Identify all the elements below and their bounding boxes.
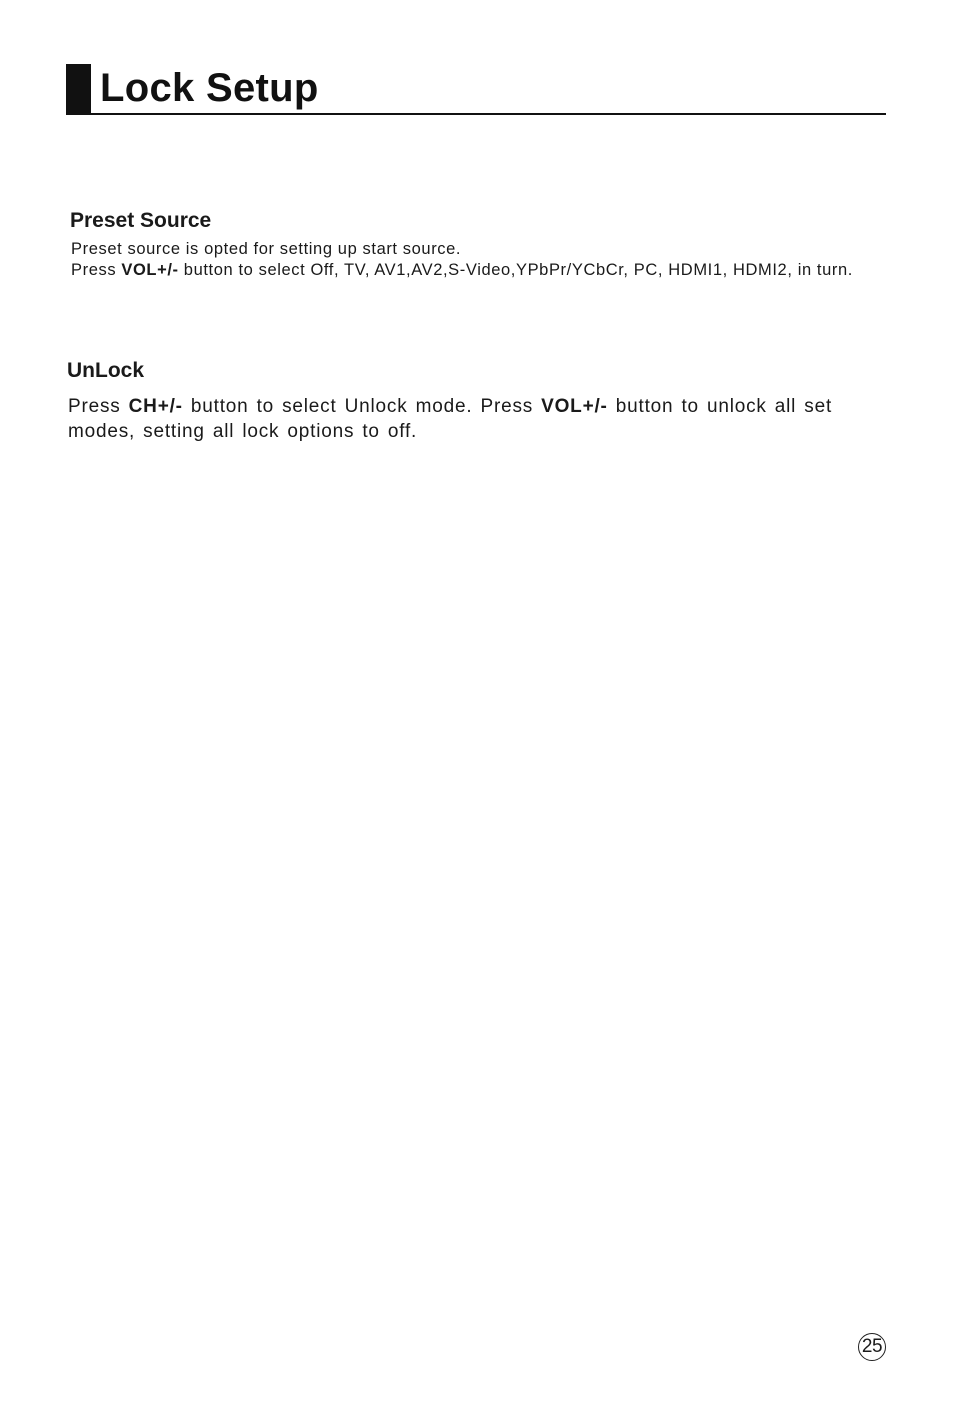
preset-source-heading: Preset Source [70, 209, 212, 232]
preset-source-line2-prefix: Press [71, 261, 122, 279]
unlock-suffix: button to unlock all set modes, setting all lock options to off. [68, 396, 833, 442]
preset-source-line1: Preset source is opted for setting up start source. [71, 240, 462, 258]
unlock-middle: button to select Unlock mode. Press [182, 396, 542, 417]
preset-source-line2-suffix: button to select Off, TV, AV1,AV2,S-Video,YPbPr/YCbCr, PC, HDMI1, HDMI2, in turn. [178, 261, 853, 279]
vol-key-label: VOL+/- [121, 261, 179, 279]
vol-key-label-unlock: VOL+/- [541, 396, 608, 417]
title-underline [66, 113, 886, 115]
unlock-description [68, 394, 888, 444]
unlock-heading: UnLock [67, 359, 145, 382]
title-accent-bar [66, 64, 91, 115]
preset-source-description [71, 239, 921, 281]
page-title: Lock Setup [100, 66, 319, 110]
page-header [66, 64, 886, 116]
page-number: 25 [858, 1333, 886, 1361]
unlock-prefix: Press [68, 396, 129, 417]
ch-key-label: CH+/- [128, 396, 183, 417]
